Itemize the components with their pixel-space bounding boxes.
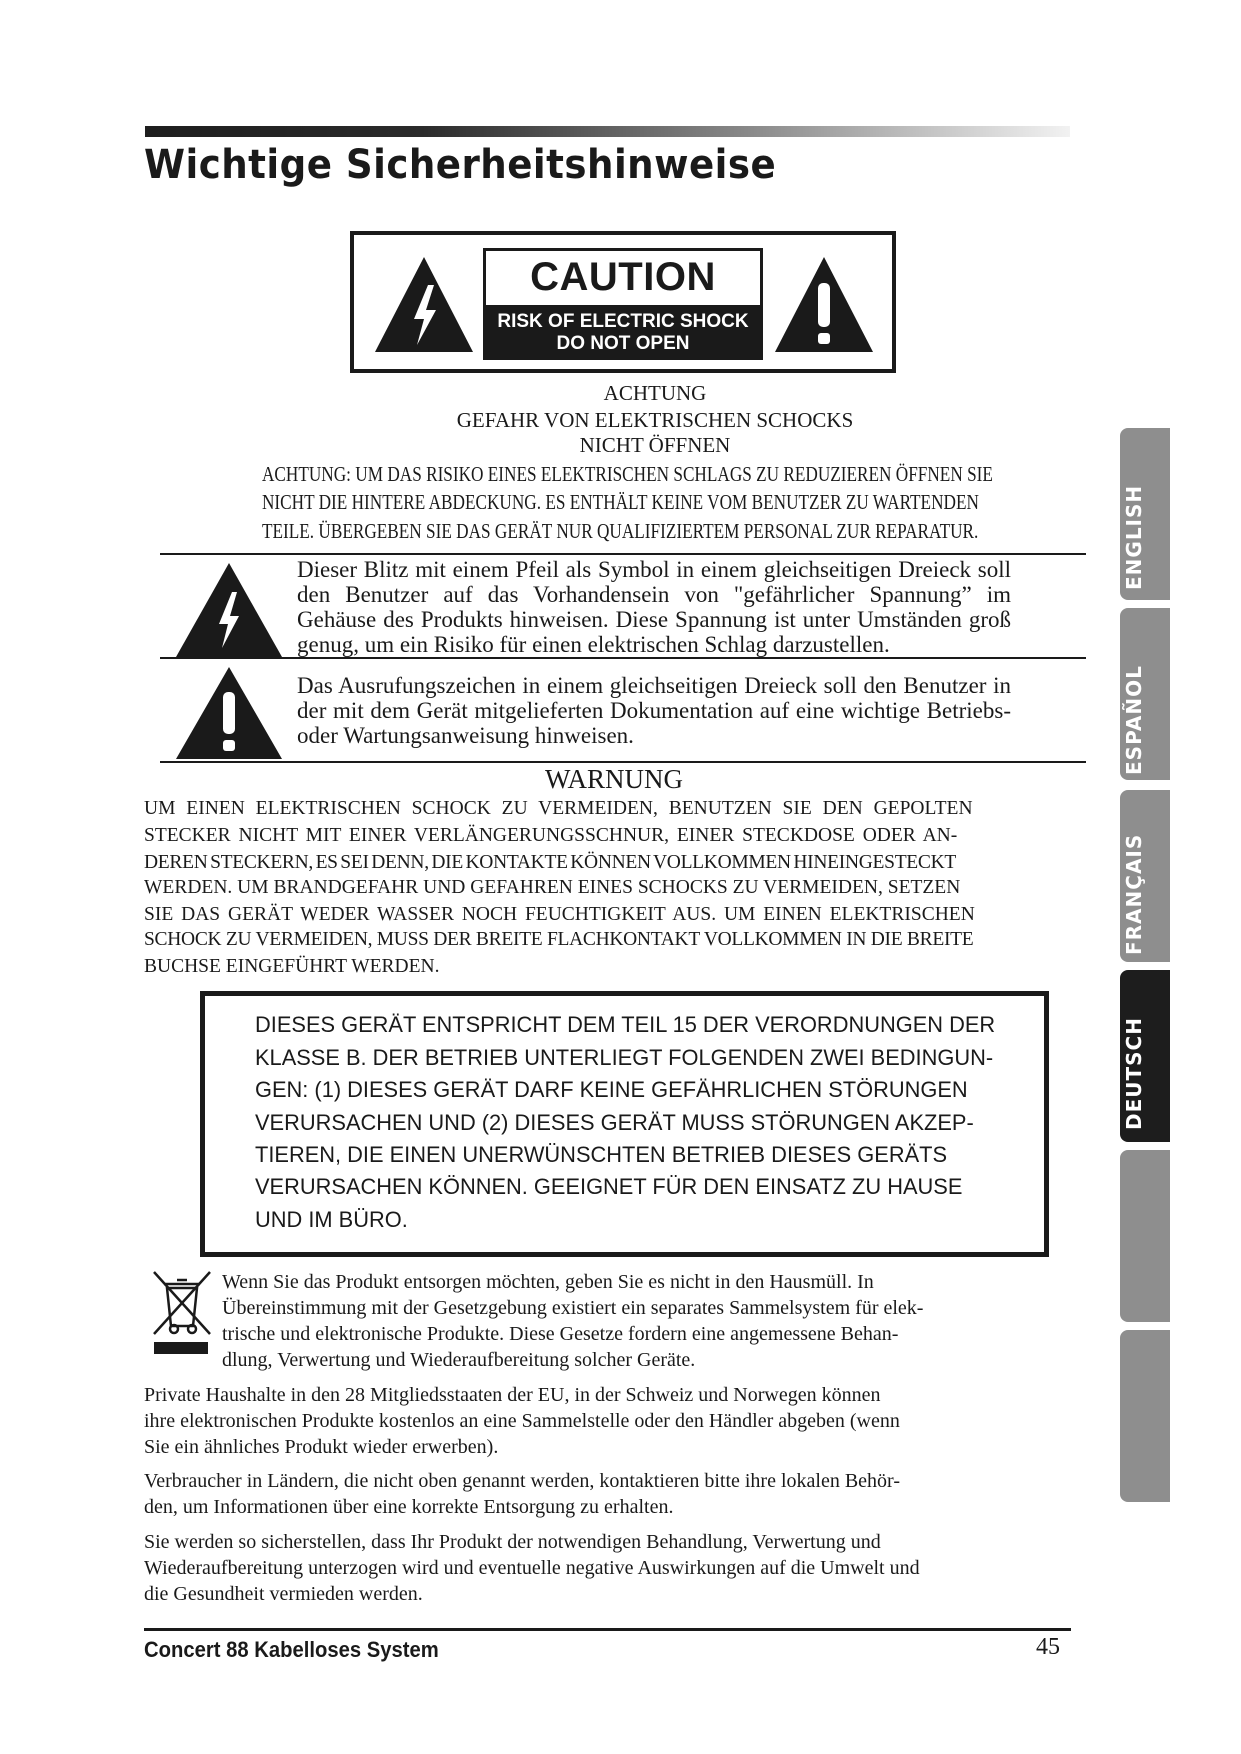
disposal-paragraph-line: Private Haushalte in den 28 Mitgliedsstaaten der EU, in der Schweiz und Norwegen können xyxy=(144,1384,881,1406)
exclamation-warning-icon xyxy=(772,253,876,355)
warnung-line: SCHOCK ZU VERMEIDEN, MUSS DER BREITE FLACHKONTAKT VOLLKOMMEN IN DIE BREITE xyxy=(144,929,974,950)
achtung-detail-line: ACHTUNG: UM DAS RISIKO EINES ELEKTRISCHEN SCHLAGS ZU REDUZIEREN ÖFFNEN SIE xyxy=(262,462,993,486)
achtung-detail-line: TEILE. ÜBERGEBEN SIE DAS GERÄT NUR QUALIFIZIERTEM PERSONAL ZUR REPARATUR. xyxy=(262,519,979,543)
achtung-danger: GEFAHR VON ELEKTRISCHEN SCHOCKS xyxy=(456,408,854,432)
divider xyxy=(160,657,1086,659)
disposal-paragraph-line: Sie ein ähnliches Produkt wieder erwerben). xyxy=(144,1436,499,1458)
page-number: 45 xyxy=(1036,1634,1060,1660)
caution-line-1: RISK OF ELECTRIC SHOCK xyxy=(497,311,749,332)
disposal-paragraph-line: die Gesundheit vermieden werden. xyxy=(144,1583,423,1605)
warnung-heading: WARNUNG xyxy=(545,764,683,794)
fcc-line: UND IM BÜRO. xyxy=(255,1207,408,1232)
warnung-line: SIE DAS GERÄT WEDER WASSER NOCH FEUCHTIGKEIT AUS. UM EINEN ELEKTRISCHEN xyxy=(144,904,975,925)
warnung-line: UM EINEN ELEKTRISCHEN SCHOCK ZU VERMEIDEN, BENUTZEN SIE DEN GEPOLTEN xyxy=(144,798,973,819)
tab-deutsch-label: DEUTSCH xyxy=(1122,1017,1146,1130)
achtung-detail-line: NICHT DIE HINTERE ABDECKUNG. ES ENTHÄLT KEINE VOM BENUTZER ZU WARTENDEN xyxy=(262,490,979,514)
divider xyxy=(160,553,1086,555)
divider xyxy=(160,761,1086,763)
disposal-paragraph-line: Sie werden so sicherstellen, dass Ihr Produkt der notwendigen Behandlung, Verwertung und xyxy=(144,1531,881,1553)
caution-text-panel xyxy=(483,248,763,360)
achtung-do-not-open: NICHT ÖFFNEN xyxy=(579,433,731,457)
footer-product-title: Concert 88 Kabelloses System xyxy=(144,1637,439,1662)
warnung-line: WERDEN. UM BRANDGEFAHR UND GEFAHREN EINES SCHOCKS ZU VERMEIDEN, SETZEN xyxy=(144,877,961,898)
disposal-paragraph-line: ihre elektronischen Produkte kostenlos an eine Sammelstelle oder den Händler abgeben (wenn xyxy=(144,1410,900,1432)
warnung-line: BUCHSE EINGEFÜHRT WERDEN. xyxy=(144,956,440,977)
tab-english-label: ENGLISH xyxy=(1122,484,1146,590)
footer-rule xyxy=(144,1628,1071,1631)
page-title: Wichtige Sicherheitshinweise xyxy=(144,142,777,188)
weee-line: Übereinstimmung mit der Gesetzgebung existiert ein separates Sammelsystem für elek- xyxy=(222,1297,924,1319)
crossed-out-bin-icon xyxy=(150,1268,216,1358)
weee-line: trische und elektronische Produkte. Diese Gesetze fordern eine angemessene Behan- xyxy=(222,1323,899,1345)
weee-line: Wenn Sie das Produkt entsorgen möchten, geben Sie es nicht in den Hausmüll. In xyxy=(222,1271,874,1293)
lightning-warning-icon xyxy=(174,560,284,660)
fcc-line: VERURSACHEN UND (2) DIESES GERÄT MUSS STÖRUNGEN AKZEP- xyxy=(255,1110,974,1135)
warnung-line: DEREN STECKERN, ES SEI DENN, DIE KONTAKTE KÖNNEN VOLLKOMMEN HINEINGESTECKT xyxy=(144,852,957,873)
lightning-symbol-description: Dieser Blitz mit einem Pfeil als Symbol in einem gleichseitigen Dreieck soll den Benutzer auf das Vorhandensein von "gefährlicher Spannung” im Gehäuse des Produkts hinweisen. Diese Spannung ist unter Umständen groß genug, um ein Risiko für einen elektrischen Schlag darzustellen. xyxy=(297,557,1011,657)
header-rule xyxy=(145,126,1070,137)
caution-word: CAUTION xyxy=(530,255,716,299)
fcc-line: DIESES GERÄT ENTSPRICHT DEM TEIL 15 DER VERORDNUNGEN DER xyxy=(255,1012,996,1037)
disposal-paragraph-line: den, um Informationen über eine korrekte Entsorgung zu erhalten. xyxy=(144,1496,674,1518)
tab-espanol-label: ESPAÑOL xyxy=(1122,665,1146,775)
fcc-line: TIEREN, DIE EINEN UNERWÜNSCHTEN BETRIEB DIESES GERÄTS xyxy=(255,1142,948,1167)
exclamation-warning-icon xyxy=(174,664,284,762)
fcc-line: KLASSE B. DER BETRIEB UNTERLIEGT FOLGENDEN ZWEI BEDINGUN- xyxy=(255,1045,994,1070)
warnung-line: STECKER NICHT MIT EINER VERLÄNGERUNGSSCHNUR, EINER STECKDOSE ODER AN- xyxy=(144,825,958,846)
caution-line-2: DO NOT OPEN xyxy=(556,333,690,354)
tab-francais-label: FRANÇAIS xyxy=(1122,833,1146,955)
weee-line: dlung, Verwertung und Wiederaufbereitung solcher Geräte. xyxy=(222,1349,696,1371)
fcc-line: GEN: (1) DIESES GERÄT DARF KEINE GEFÄHRLICHEN STÖRUNGEN xyxy=(255,1077,968,1102)
achtung-heading: ACHTUNG xyxy=(603,381,707,405)
exclamation-symbol-description: Das Ausrufungszeichen in einem gleichseitigen Dreieck soll den Benutzer in der mit dem Gerät mitgelieferten Dokumentation auf eine wichtige Betriebs- oder Wartungsanweisung hinweisen. xyxy=(297,673,1011,748)
tab-blank xyxy=(1120,1330,1170,1502)
lightning-warning-icon xyxy=(372,253,476,355)
caution-subtext xyxy=(486,305,760,360)
fcc-line: VERURSACHEN KÖNNEN. GEEIGNET FÜR DEN EINSATZ ZU HAUSE xyxy=(255,1174,963,1199)
tab-blank xyxy=(1120,1150,1170,1322)
disposal-paragraph-line: Wiederaufbereitung unterzogen wird und eventuelle negative Auswirkungen auf die Umwelt und xyxy=(144,1557,920,1579)
disposal-paragraph-line: Verbraucher in Ländern, die nicht oben genannt werden, kontaktieren bitte ihre lokalen Behör- xyxy=(144,1470,900,1492)
